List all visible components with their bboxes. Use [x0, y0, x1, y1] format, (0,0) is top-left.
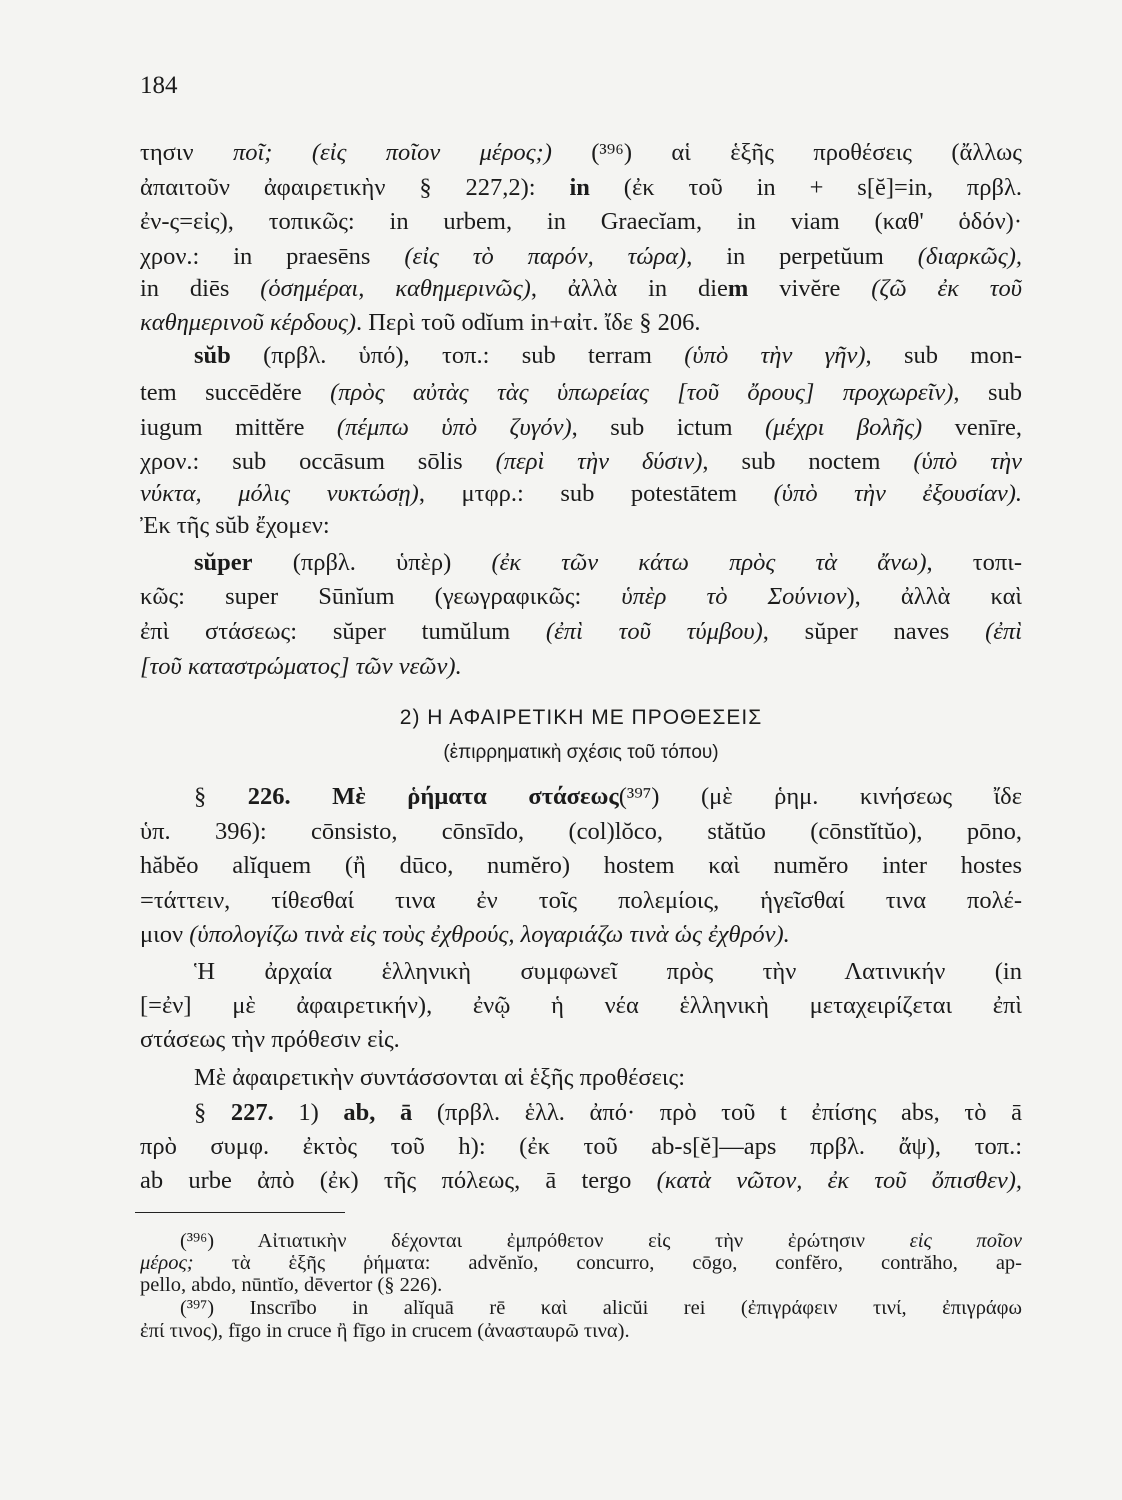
text-segment: (διαρκῶς), — [917, 243, 1022, 270]
text-line — [140, 341, 1022, 371]
text-segment: , in perpetŭum — [686, 243, 918, 270]
text-segment: (ὑπὸ τὴν — [913, 448, 1022, 475]
text-segment: εἰς ποῖον — [909, 1230, 1022, 1252]
text-segment: χρον.: in praesēns — [140, 243, 405, 270]
text-line — [140, 1132, 1022, 1162]
text-segment: hăbĕo alĭquem (ἢ dūco, numĕro) hostem καὶ numĕro inter hostes — [140, 852, 1022, 879]
text-line — [140, 548, 1022, 578]
text-segment: in diēs — [140, 275, 261, 302]
text-line — [140, 511, 1022, 541]
text-line — [140, 1166, 1022, 1196]
text-segment: ὑπὲρ τὸ Σούνιον — [621, 583, 847, 610]
text-segment: ἐν-ς=εἰς), τοπικῶς: in urbem, in Graecĭam, in viam (καθ' ὁδόν)· — [140, 208, 1022, 235]
text-segment: (εἰς τὸ παρόν, τώρα) — [404, 243, 687, 270]
text-segment: (πέμπω ὑπὸ ζυγόν) — [336, 414, 572, 441]
text-segment: (³⁹⁷) (μὲ ῥημ. κινήσεως ἴδε — [618, 783, 1023, 810]
text-segment: pello, abdo, nūntĭo, dēvertor (§ 226). — [140, 1274, 443, 1296]
text-line — [140, 479, 1022, 509]
text-segment: 1) — [273, 1099, 344, 1126]
text-line — [140, 1025, 1022, 1055]
text-segment: tem succēdĕre — [140, 379, 331, 406]
text-segment: [τοῦ καταστρώματος] τῶν νεῶν). — [140, 653, 462, 680]
text-line — [140, 817, 1022, 847]
text-segment: καθημερινοῦ κέρδους) — [140, 309, 356, 336]
text-segment: Ἡ ἀρχαία ἑλληνικὴ συμφωνεῖ πρὸς τὴν Λατινικήν (in — [194, 958, 1022, 985]
text-segment: ποῖ; (εἰς ποῖον μέρος;) — [232, 139, 552, 166]
text-segment: Μὲ ἀφαιρετικὴν συντάσσονται αἱ ἑξῆς προθέσεις: — [194, 1064, 686, 1091]
text-line — [140, 782, 1022, 812]
text-segment: § — [194, 783, 248, 810]
text-line — [140, 413, 1022, 443]
text-line — [140, 173, 1022, 203]
footnote-line — [140, 1319, 1022, 1343]
footnote-line — [140, 1251, 1022, 1275]
text-segment: (πρὸς αὐτὰς τὰς ὑπωρείας [τοῦ ὄρους] προχωρεῖν) — [330, 379, 954, 406]
text-segment: , μτφρ.: sub potestātem — [418, 480, 774, 507]
footnote-line — [140, 1273, 1022, 1297]
text-segment: ab, ā — [343, 1099, 413, 1126]
text-segment: (ἐπὶ — [985, 618, 1022, 645]
footnote-line — [140, 1296, 1022, 1320]
text-segment: , sŭper naves — [762, 618, 986, 645]
text-segment: , sub — [953, 379, 1022, 406]
text-line — [140, 851, 1022, 881]
text-segment: =τάττειν, τίθεσθαί τινα ἐν τοῖς πολεμίοις, ἡγεῖσθαί τινα πολέ- — [140, 887, 1022, 914]
text-line — [140, 652, 1022, 682]
text-segment: , ἀλλὰ in die — [530, 275, 728, 302]
text-segment: § — [194, 1099, 231, 1126]
text-line — [140, 582, 1022, 612]
text-segment: (περὶ τὴν δύσιν) — [495, 448, 703, 475]
text-segment: vivĕre — [748, 275, 872, 302]
text-segment: ), ἀλλὰ καὶ — [846, 583, 1022, 610]
text-line — [140, 242, 1022, 272]
text-segment: (ἐπὶ τοῦ τύμβου) — [545, 618, 763, 645]
text-segment: ἐπὶ στάσεως: sŭper tumŭlum — [140, 618, 546, 645]
text-segment: (³⁹⁶) Αἰτιατικὴν δέχονται ἐμπρόθετον εἰς τὴν ἐρώτησιν — [180, 1230, 910, 1252]
text-segment: χρον.: sub occāsum sōlis — [140, 448, 496, 475]
footnote-divider — [135, 1212, 345, 1213]
section-heading: 2) Η ΑΦΑΙΡΕΤΙΚΗ ΜΕ ΠΡΟΘΕΣΕΙΣ — [399, 706, 763, 729]
text-segment: Ἐκ τῆς sŭb ἔχομεν: — [140, 512, 330, 539]
text-line — [140, 886, 1022, 916]
text-segment: μέρος; — [140, 1252, 194, 1274]
text-segment: (ζῶ ἐκ τοῦ — [871, 275, 1023, 302]
text-line — [140, 991, 1022, 1021]
text-segment: πρὸ συμφ. ἐκτὸς τοῦ h): (ἐκ τοῦ ab-s[ĕ]—aps πρβλ. ἄψ), τοπ.: — [140, 1133, 1022, 1160]
text-segment: , τοπι- — [926, 549, 1023, 576]
text-segment: (πρβλ. ὑπὲρ) — [252, 549, 492, 576]
text-line — [140, 138, 1022, 168]
text-segment: (κατὰ νῶτον, ἐκ τοῦ ὄπισθεν), — [656, 1167, 1022, 1194]
text-segment: in — [569, 174, 590, 201]
text-segment: iugum mittĕre — [140, 414, 337, 441]
text-segment: venīre, — [922, 414, 1022, 441]
text-line — [140, 957, 1022, 987]
text-segment: (ὑπὸ τὴν ἐξουσίαν). — [773, 480, 1023, 507]
text-segment: τησιν — [140, 139, 233, 166]
text-segment: ὑπ. 396): cōnsisto, cōnsīdo, (col)lŏco, stătŭo (cōnstĭtŭo), pōno, — [140, 818, 1022, 845]
text-segment: (πρβλ. ὑπό), τοπ.: sub terram — [230, 342, 685, 369]
text-line — [140, 308, 1022, 338]
text-segment: sŭper — [194, 549, 253, 576]
text-line — [140, 617, 1022, 647]
text-segment: , sub ictum — [571, 414, 765, 441]
text-segment: . Περὶ τοῦ odĭum in+αἰτ. ἴδε § 206. — [355, 309, 701, 336]
footnote-line — [140, 1229, 1022, 1253]
text-line — [140, 207, 1022, 237]
text-line — [140, 1063, 1022, 1093]
text-segment: , sub mon- — [865, 342, 1022, 369]
text-segment: (ὁσημέραι, καθημερινῶς) — [260, 275, 531, 302]
text-segment: (ὑπὸ τὴν γῆν) — [684, 342, 866, 369]
text-segment: sŭb — [194, 342, 231, 369]
text-segment: (ἐκ τοῦ in + s[ĕ]=in, πρβλ. — [589, 174, 1022, 201]
text-line — [140, 274, 1022, 304]
text-segment: (ὑπολογίζω τινὰ εἰς τοὺς ἐχθρούς, λογαριάζω τινὰ ὡς ἐχθρόν). — [189, 921, 790, 948]
text-segment: m — [727, 275, 749, 302]
text-segment: νύκτα, μόλις νυκτώσῃ) — [140, 480, 419, 507]
text-segment: ab urbe ἀπὸ (ἐκ) τῆς πόλεως, ā tergo — [140, 1167, 657, 1194]
text-segment: στάσεως τὴν πρόθεσιν εἰς. — [140, 1026, 400, 1053]
text-line — [140, 920, 1022, 950]
text-line — [140, 1098, 1022, 1128]
text-segment: μιον — [140, 921, 190, 948]
text-segment: τὰ ἑξῆς ῥήματα: advĕnĭo, concurro, cōgo, confĕro, contrăho, ap- — [193, 1252, 1022, 1274]
page-number: 184 — [140, 72, 178, 99]
text-segment: , sub noctem — [702, 448, 914, 475]
text-segment: 226. Μὲ ῥήματα στάσεως — [247, 783, 619, 810]
text-segment: 227. — [230, 1099, 274, 1126]
text-line — [140, 447, 1022, 477]
text-segment: ἀπαιτοῦν ἀφαιρετικὴν § 227,2): — [140, 174, 570, 201]
text-segment: [=ἐν] μὲ ἀφαιρετικήν), ἐνῷ ἡ νέα ἑλληνικὴ μεταχειρίζεται ἐπὶ — [140, 992, 1022, 1019]
text-segment: (³⁹⁶) αἱ ἑξῆς προθέσεις (ἄλλως — [551, 139, 1022, 166]
text-segment: ἐπί τινος), fīgo in cruce ἢ fīgo in crucem (ἀνασταυρῶ τινα). — [140, 1320, 630, 1342]
section-subheading: (ἐπιρρηματικὴ σχέσις τοῦ τόπου) — [443, 742, 719, 763]
text-segment: (ἐκ τῶν κάτω πρὸς τὰ ἄνω) — [491, 549, 927, 576]
text-segment: κῶς: super Sūnĭum (γεωγραφικῶς: — [140, 583, 622, 610]
text-segment: (μέχρι βολῆς) — [764, 414, 923, 441]
text-line — [140, 378, 1022, 408]
text-segment: (³⁹⁷) Inscrībo in alĭquā rē καὶ alicŭi rei (ἐπιγράφειν τινί, ἐπιγράφω — [180, 1297, 1022, 1319]
text-segment: (πρβλ. ἑλλ. ἀπό· πρὸ τοῦ t ἐπίσης abs, τὸ ā — [412, 1099, 1022, 1126]
